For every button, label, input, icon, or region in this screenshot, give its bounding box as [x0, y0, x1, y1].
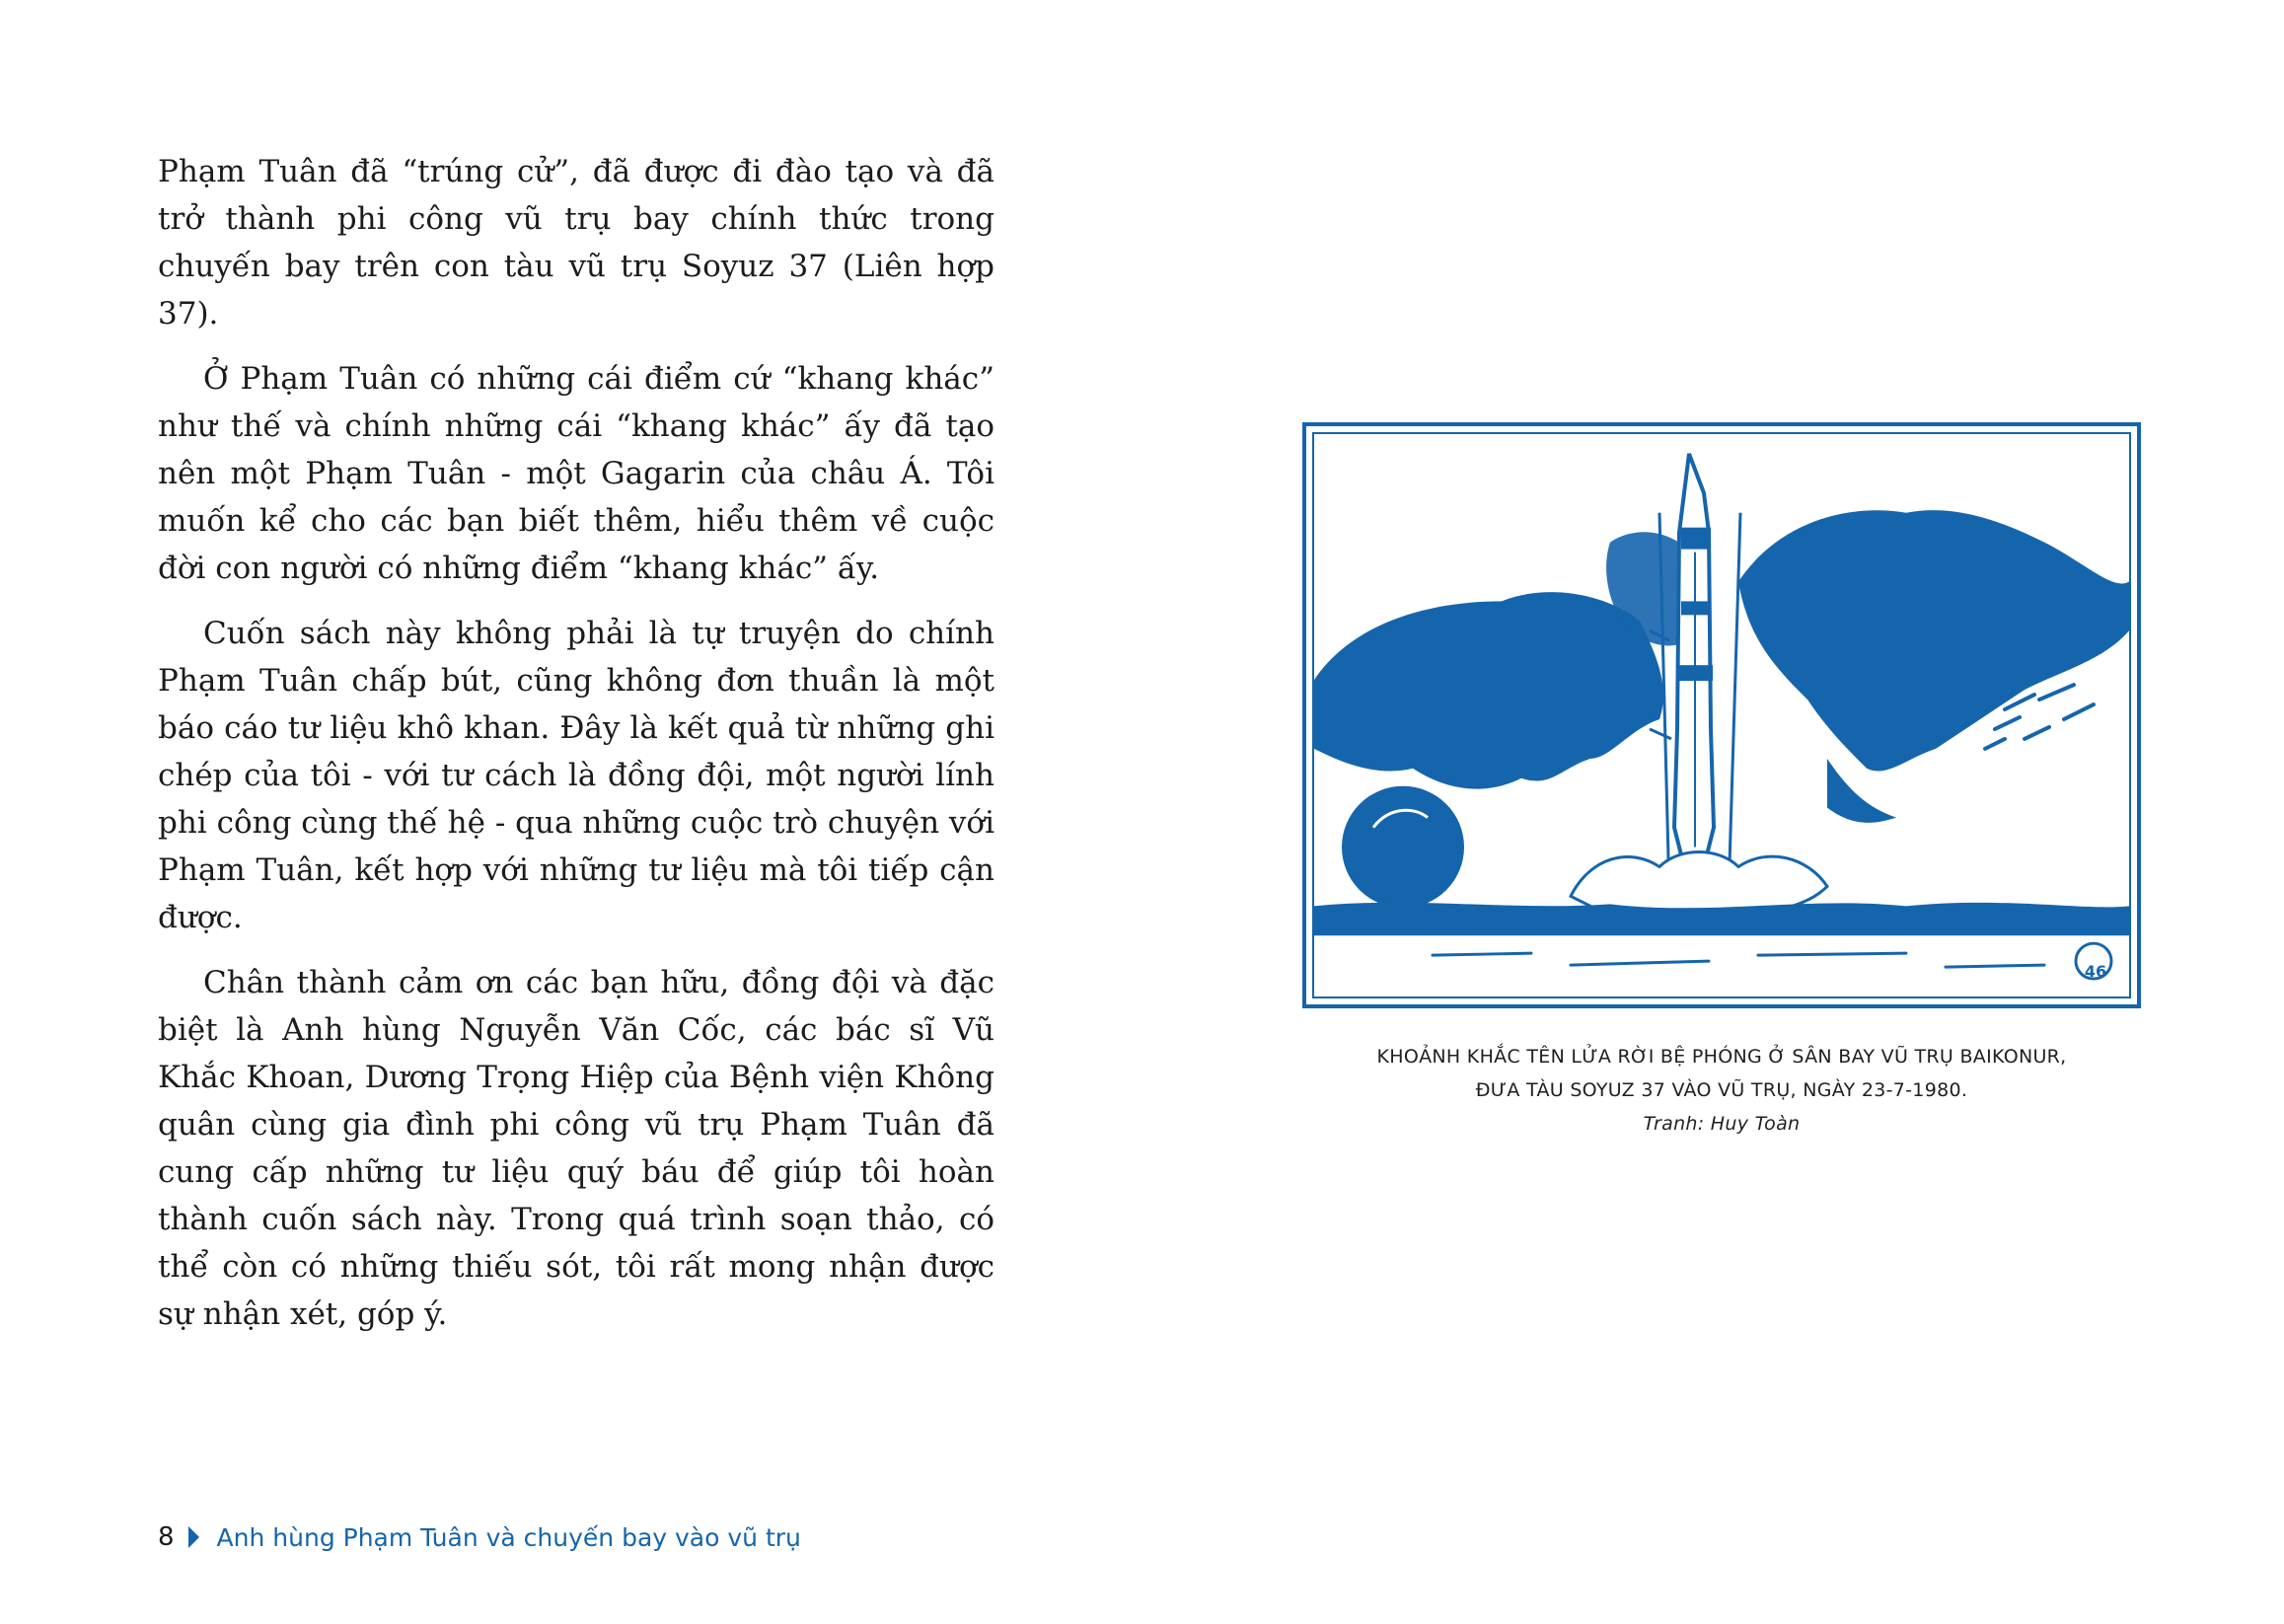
caption-line-2: ĐƯA TÀU SOYUZ 37 VÀO VŨ TRỤ, NGÀY 23-7-1980. [1475, 1079, 1968, 1101]
caption-credit: Tranh: Huy Toàn [1643, 1113, 1801, 1135]
illustration-badge: 46 [2084, 962, 2107, 981]
page-footer [158, 1517, 801, 1557]
paragraph-3: Cuốn sách này không phải là tự truyện do chính Phạm Tuân chấp bút, cũng không đơn thuần là một báo cáo tư liệu khô khan. Đây là kết quả từ những ghi chép của tôi - với tư cách là đồng đội, một người lính phi công cùng thế hệ - qua những cuộc trò chuyện với Phạm Tuân, kết hợp với những tư liệu mà tôi tiếp cận được. [158, 616, 995, 935]
paragraph-2: Ở Phạm Tuân có những cái điểm cứ “khang khác” như thế và chính những cái “khang khác” ấy đã tạo nên một Phạm Tuân - một Gagarin của châu Á. Tôi muốn kể cho các bạn biết thêm, hiểu thêm về cuộc đời con người có những điểm “khang khác” ấy. [158, 361, 995, 586]
paragraph-1: Phạm Tuân đã “trúng cử”, đã được đi đào tạo và đã trở thành phi công vũ trụ bay chính thức trong chuyến bay trên con tàu vũ trụ Soyuz 37 (Liên hợp 37). [158, 154, 995, 332]
paragraph-4: Chân thành cảm ơn các bạn hữu, đồng đội và đặc biệt là Anh hùng Nguyễn Văn Cốc, các bác sĩ Vũ Khắc Khoan, Dương Trọng Hiệp của Bệnh viện Không quân cùng gia đình phi công vũ trụ Phạm Tuân đã cung cấp những tư liệu quý báu để giúp tôi hoàn thành cuốn sách này. Trong quá trình soạn thảo, có thể còn có những thiếu sót, tôi rất mong nhận được sự nhận xét, góp ý. [158, 965, 995, 1332]
body-text [158, 148, 995, 1356]
triangle-right-icon [188, 1526, 199, 1548]
caption-line-1: KHOẢNH KHẮC TÊN LỬA RỜI BỆ PHÓNG Ở SÂN BAY VŨ TRỤ BAIKONUR, [1376, 1046, 2067, 1068]
book-title: Anh hùng Phạm Tuân và chuyến bay vào vũ trụ [216, 1522, 801, 1552]
page-number: 8 [158, 1522, 175, 1552]
rocket-launch-illustration [1312, 432, 2131, 998]
illustration-frame [1302, 422, 2141, 1008]
figure-caption [1302, 1040, 2141, 1141]
